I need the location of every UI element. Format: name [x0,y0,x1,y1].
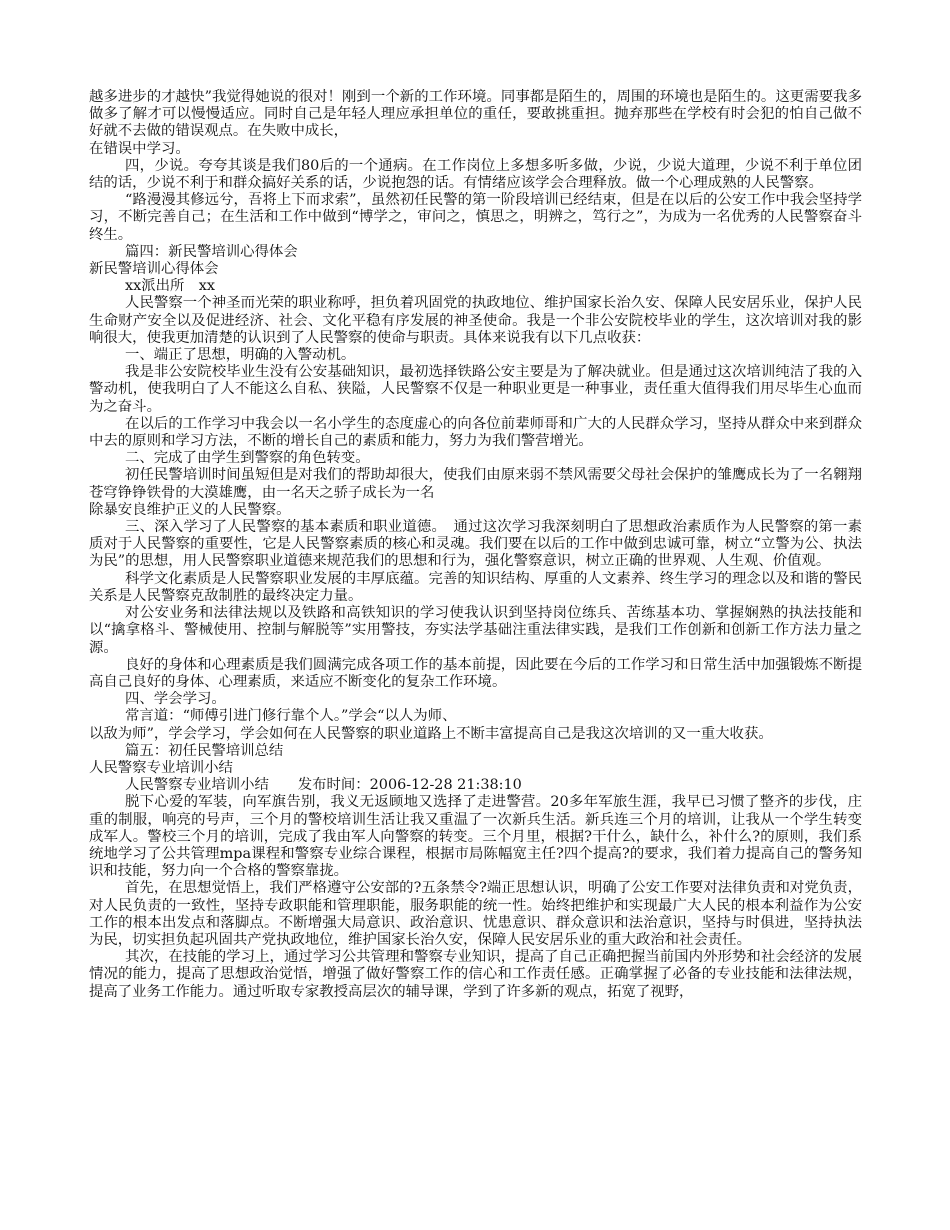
paragraph: 除暴安良维护正义的人民警察。 [89,501,291,518]
subheading: 一、端正了思想，明确的入警动机。 [125,347,356,364]
paragraph: 初任民警培训时间虽短但是对我们的帮助却很大，使我们由原来弱不禁风需要父母社会保护的雏鹰成长为了一名翱翔苍穹铮铮铁骨的大漠雄鹰，由一名天之骄子成长为一名 [89,467,862,501]
paragraph: 我是非公安院校毕业生没有公安基础知识，最初选择铁路公安主要是为了解决就业。但是通过这次培训纯洁了我的入警动机，使我明白了人不能这么自私、狭隘，人民警察不仅是一种职业更是一种事业，责任重大值得我们用尽毕生心血而为之奋斗。 [89,364,862,415]
subheading: 四、学会学习。 [125,691,226,708]
paragraph: 对公安业务和法律法规以及铁路和高铁知识的学习使我认识到坚持岗位练兵、苦练基本功、掌握娴熟的执法技能和以“擒拿格斗、警械使用、控制与解脱等”实用警技，夯实法学基础注重法律实践，是我们工作创新和创新工作方法力量之源。 [89,605,862,656]
section-heading: 篇四：新民警培训心得体会 [125,243,298,260]
paragraph: 以敌为师”，学会学习，学会如何在人民警察的职业道路上不断丰富提高自己是我这次培训的又一重大收获。 [89,725,773,742]
document-title: 人民警察专业培训小结 [89,759,233,776]
document-title: 新民警培训心得体会 [89,261,219,278]
section-heading: 篇五：初任民警培训总结 [125,742,284,759]
paragraph: 脱下心爱的军装，向军旗告别，我义无返顾地又选择了走进警营。20多年军旅生涯，我早已习惯了整齐的步伐，庄重的制服，响亮的号声，三个月的警校培训生活让我又重温了一次新兵生活。新兵连三个月的培训，让我从一个学生转变成军人。警校三个月的培训，完成了我由军人向警察的转变。三个月里，根据?干什么，缺什么，补什么?的原则，我们系统地学习了公共管理mpa课程和警察专业综合课程，根据市局陈幅宽主任?四个提高?的要求，我们着力提高自己的警务知识和技能，努力向一个合格的警察靠拢。 [89,794,862,880]
publish-line: 人民警察专业培训小结 发布时间：2006-12-28 21:38:10 [125,777,522,794]
paragraph: 首先，在思想觉悟上，我们严格遵守公安部的?五条禁令?端正思想认识，明确了公安工作要对法律负责和对党负责，对人民负责的一致性，坚持专政职能和管理职能，服务职能的统一性。始终把维护和实现最广大人民的根本利益作为公安工作的根本出发点和落脚点。不断增强大局意识、政治意识、忧患意识、群众意识和法治意识，坚持与时俱进，坚持执法为民，切实担负起巩固共产党执政地位，维护国家长治久安，保障人民安居乐业的重大政治和社会责任。 [89,880,862,948]
paragraph: 三、深入学习了人民警察的基本素质和职业道德。 通过这次学习我深刻明白了思想政治素质作为人民警察的第一素质对于人民警察的重要性，它是人民警察素质的核心和灵魂。我们要在以后的工作中做到忠诚可靠，树立“立警为公、执法为民”的思想，用人民警察职业道德来规范我们的思想和行为，强化警察意识，树立正确的世界观、人生观、价值观。 [89,519,862,570]
paragraph: 四，少说。夸夸其谈是我们80后的一个通病。在工作岗位上多想多听多做，少说，少说大道理，少说不利于单位团结的话，少说不利于和群众搞好关系的话，少说抱怨的话。有情绪应该学会合理释放。做一个心理成熟的人民警察。 [89,157,862,192]
paragraph: “路漫漫其修远兮，吾将上下而求索”，虽然初任民警的第一阶段培训已经结束，但是在以后的公安工作中我会坚持学习，不断完善自己；在生活和工作中做到“博学之，审问之，慎思之，明辨之，笃行之”，为成为一名优秀的人民警察奋斗终生。 [89,192,862,243]
subheading: 二、完成了由学生到警察的角色转变。 [125,450,370,467]
paragraph: 其次，在技能的学习上，通过学习公共管理和警察专业知识，提高了自己正确把握当前国内外形势和社会经济的发展情况的能力，提高了思想政治觉悟，增强了做好警察工作的信心和工作责任感。正确掌握了必备的专业技能和法律法规，提高了业务工作能力。通过听取专家教授高层次的辅导课，学到了许多新的观点，拓宽了视野， [89,949,862,1000]
paragraph: 科学文化素质是人民警察职业发展的丰厚底蕴。完善的知识结构、厚重的人文素养、终生学习的理念以及和谐的警民关系是人民警察克敌制胜的最终决定力量。 [89,570,862,604]
paragraph: 越多进步的才越快”我觉得她说的很对！刚到一个新的工作环境。同事都是陌生的，周围的环境也是陌生的。这更需要我多做多了解才可以慢慢适应。同时自己是年轻人理应承担单位的重任，要敢挑重担。抛弃那些在学校有时会犯的怕自己做不好就不去做的错误观点。在失败中成长， [89,89,862,140]
author-line: xx派出所 xx [125,278,216,295]
paragraph: 良好的身体和心理素质是我们圆满完成各项工作的基本前提，因此要在今后的工作学习和日常生活中加强锻炼不断提高自己良好的身体、心理素质，来适应不断变化的复杂工作环境。 [89,656,862,690]
paragraph: 常言道：“师傅引进门修行靠个人。”学会“以人为师、 [125,708,457,725]
paragraph: 在错误中学习。 [89,140,190,157]
paragraph: 人民警察一个神圣而光荣的职业称呼，担负着巩固党的执政地位、维护国家长治久安、保障人民安居乐业，保护人民生命财产安全以及促进经济、社会、文化平稳有序发展的神圣使命。我是一个非公安院校毕业的学生，这次培训对我的影响很大，使我更加清楚的认识到了人民警察的使命与职责。具体来说我有以下几点收获： [89,295,862,346]
paragraph: 在以后的工作学习中我会以一名小学生的态度虚心的向各位前辈师哥和广大的人民群众学习，坚持从群众中来到群众中去的原则和学习方法，不断的增长自己的素质和能力，努力为我们警营增光。 [89,415,862,450]
